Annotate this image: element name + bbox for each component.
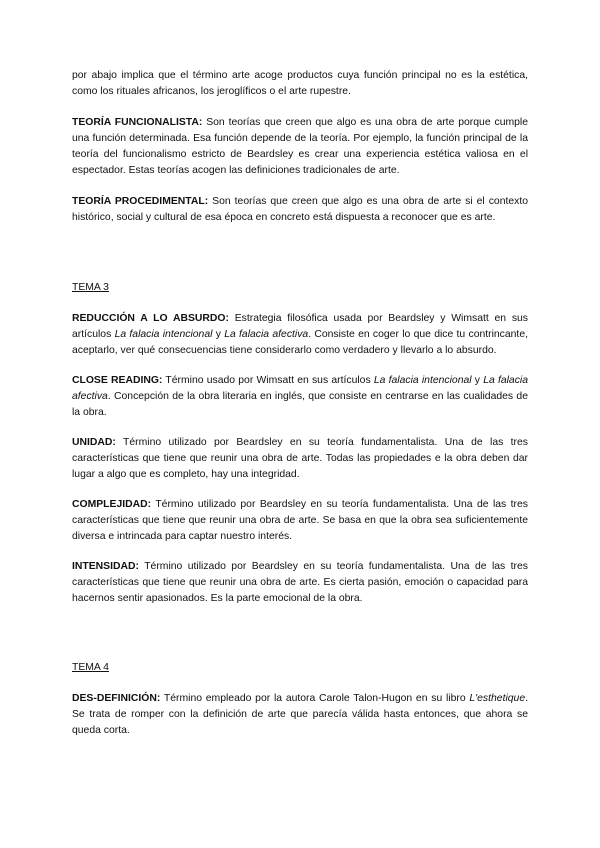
definition-reduccion	[72, 311, 528, 359]
definition-text: y	[212, 329, 225, 340]
definition-unidad	[72, 435, 528, 483]
intro-paragraph	[72, 68, 528, 100]
term-heading: INTENSIDAD:	[72, 561, 139, 572]
book-title: La falacia intencional	[114, 329, 213, 340]
section-heading-tema-4: TEMA 4	[72, 662, 109, 673]
definition-text: Término utilizado por Beardsley en su teoría fundamentalista. Una de las tres características que tiene que reunir una obra de arte. Se basa en que la obra sea suficientemente diversa e intrincada para captar nuestro interés.	[72, 499, 528, 542]
definition-text: y	[471, 375, 484, 386]
definition-text: . Consiste en coger lo que dice tu contrincante, aceptarlo, ver qué consecuencias tiene considerarlo como verdadero y llevarlo a lo absurdo.	[72, 329, 528, 356]
term-heading: DES-DEFINICIÓN:	[72, 693, 161, 704]
section-heading-tema-3: TEMA 3	[72, 282, 109, 293]
definition-text: Son teorías que creen que algo es una obra de arte si el contexto histórico, social y cultural de esa época en concreto está dispuesta a reconocer que es arte.	[72, 196, 529, 223]
document-page	[72, 68, 528, 754]
definition-text: Estrategia filosófica usada por Beardsley y Wimsatt en sus artículos	[72, 313, 528, 340]
definition-text: Término utilizado por Beardsley en su teoría fundamentalista. Una de las tres características que tiene que reunir una obra de arte. Todas las propiedades e la obra deben dar lugar a algo que es completo, hay una integridad.	[72, 437, 528, 480]
definition-close-reading	[72, 373, 528, 421]
definition-intensidad	[72, 559, 528, 607]
definition-text: . Se trata de romper con la definición de arte que parecía válida hasta entonces, que ahora se queda corta.	[72, 693, 528, 736]
definition-complejidad	[72, 497, 528, 545]
definition-text: . Concepción de la obra literaria en inglés, que consiste en centrarse en las cualidades de la obra.	[72, 391, 528, 418]
term-heading: TEORÍA PROCEDIMENTAL:	[72, 196, 209, 207]
term-heading: REDUCCIÓN A LO ABSURDO:	[72, 313, 229, 324]
term-heading: COMPLEJIDAD:	[72, 499, 152, 510]
definition-funcionalista	[72, 115, 528, 179]
term-heading: UNIDAD:	[72, 437, 116, 448]
definition-text: Término usado por Wimsatt en sus artículos	[162, 375, 374, 386]
book-title: La falacia afectiva	[72, 375, 528, 402]
definition-text: Término empleado por la autora Carole Talon-Hugon en su libro	[160, 693, 470, 704]
book-title: La falacia intencional	[373, 375, 472, 386]
definition-des-definicion	[72, 691, 528, 739]
term-heading: CLOSE READING:	[72, 375, 163, 386]
definition-text: Término utilizado por Beardsley en su teoría fundamentalista. Una de las tres características que tiene que reunir una obra de arte. Es cierta pasión, emoción o capacidad para hacernos sentir apasionados. Es la parte emocional de la obra.	[72, 561, 528, 604]
book-title: La falacia afectiva	[224, 329, 309, 340]
term-heading: TEORÍA FUNCIONALISTA:	[72, 117, 203, 128]
definition-text: Son teorías que creen que algo es una obra de arte porque cumple una función determinada. Esa función depende de la teoría. Por ejemplo, la función principal de la teoría del funcionalismo estricto de Beardsley es crear una experiencia estética valiosa en el espectador. Estas teorías acogen las definiciones tradicionales de arte.	[72, 117, 528, 176]
intro-text: por abajo implica que el término arte acoge productos cuya función principal no es la estética, como los rituales africanos, los jeroglíficos o el arte rupestre.	[72, 70, 528, 97]
book-title: L'esthetique	[469, 693, 526, 704]
definition-procedimental	[72, 194, 528, 226]
